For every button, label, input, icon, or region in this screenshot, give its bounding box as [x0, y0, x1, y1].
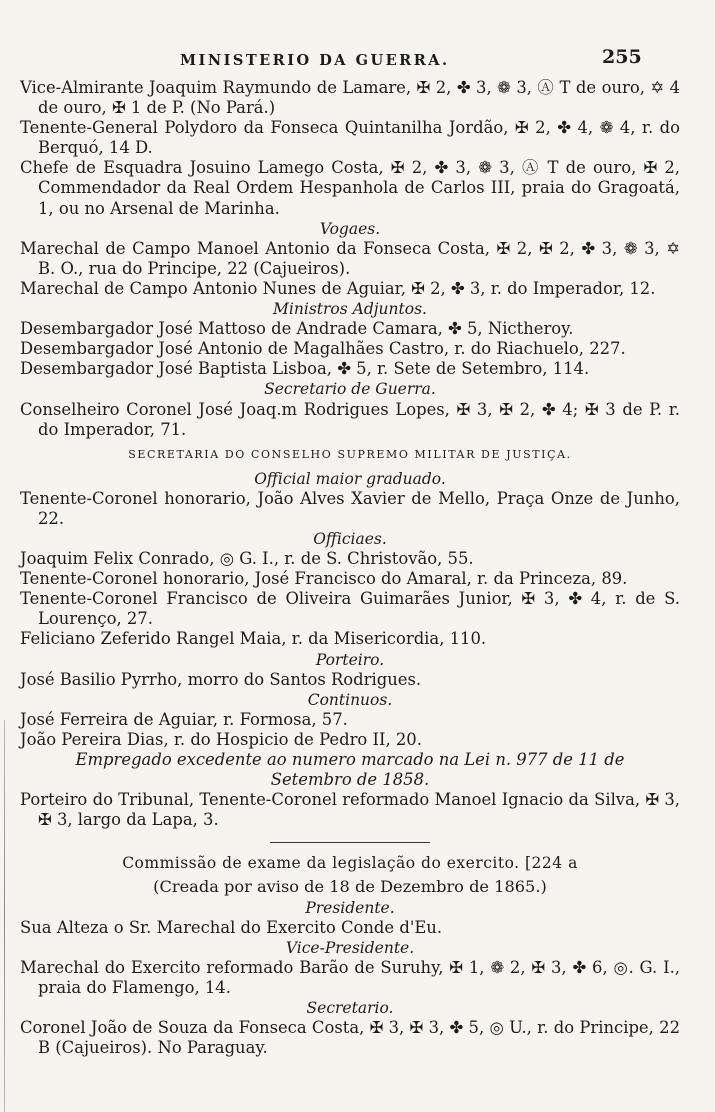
- section-heading-officiaes: Officiaes.: [313, 529, 387, 548]
- section-heading-ministros: Ministros Adjuntos.: [273, 300, 427, 319]
- entry-secretario-guerra: Conselheiro Coronel José Joaq.m Rodrigues Lopes, ✠ 3, ✠ 2, ✤ 4; ✠ 3 de P. r. do Imperador, 71.: [20, 399, 680, 439]
- page-number: 255: [602, 46, 642, 68]
- entry-official: Tenente-Coronel honorario, José Francisco do Amaral, r. da Princeza, 89.: [20, 569, 628, 589]
- commissao-creada: (Creada por aviso de 18 de Dezembro de 1865.): [153, 877, 547, 897]
- secretaria-heading: SECRETARIA DO CONSELHO SUPREMO MILITAR DE JUSTIÇA.: [128, 447, 572, 461]
- entry-vice-presidente: Marechal do Exercito reformado Barão de Suruhy, ✠ 1, ❁ 2, ✠ 3, ✤ 6, ◎. G. I., praia do Flamengo, 14.: [20, 957, 680, 997]
- entry-ministro: Desembargador José Mattoso de Andrade Camara, ✤ 5, Nictheroy.: [20, 319, 574, 339]
- entry-continuo: José Ferreira de Aguiar, r. Formosa, 57.: [20, 709, 348, 729]
- entry-official-maior: Tenente-Coronel honorario, João Alves Xavier de Mello, Praça Onze de Junho, 22.: [20, 488, 680, 528]
- section-heading-vogaes: Vogaes.: [319, 219, 381, 238]
- entry-ministro: Desembargador José Baptista Lisboa, ✤ 5, r. Sete de Setembro, 114.: [20, 359, 590, 379]
- page-margin-line: [4, 720, 5, 1112]
- entry-chefe-esquadra: Chefe de Esquadra Josuino Lamego Costa, ✠ 2, ✤ 3, ❁ 3, Ⓐ T de ouro, ✠ 2, Commendador da Real Ordem Hespanhola de Carlos III, praia do Gragoatá, 1, ou no Arsenal de Marinha.: [20, 158, 680, 218]
- entry-official: Joaquim Felix Conrado, ◎ G. I., r. de S. Christovão, 55.: [20, 549, 474, 569]
- entry-presidente: Sua Alteza o Sr. Marechal do Exercito Conde d'Eu.: [20, 917, 443, 937]
- entry-continuo: João Pereira Dias, r. do Hospicio de Pedro II, 20.: [20, 729, 422, 749]
- empregado-note: Empregado excedente ao numero marcado na Lei n. 977 de 11 de Setembro de 1858.: [75, 750, 625, 790]
- page-content: [20, 78, 680, 1058]
- entry-vogal: Marechal de Campo Antonio Nunes de Aguiar, ✠ 2, ✤ 3, r. do Imperador, 12.: [20, 278, 656, 298]
- section-heading-presidente: Presidente.: [305, 898, 395, 917]
- section-divider: [270, 842, 430, 843]
- entry-secretario: Coronel João de Souza da Fonseca Costa, ✠ 3, ✠ 3, ✤ 5, ◎ U., r. do Principe, 22 B (Cajueiros). No Paraguay.: [20, 1018, 680, 1058]
- entry-vogal: Marechal de Campo Manoel Antonio da Fonseca Costa, ✠ 2, ✠ 2, ✤ 3, ❁ 3, ✡ B. O., rua do Principe, 22 (Cajueiros).: [20, 238, 680, 278]
- entry-porteiro-tribunal: Porteiro do Tribunal, Tenente-Coronel reformado Manoel Ignacio da Silva, ✠ 3, ✠ 3, largo da Lapa, 3.: [20, 790, 680, 830]
- commissao-title: Commissão de exame da legislação do exercito. [224 a: [122, 854, 578, 873]
- section-heading-secretario: Secretario.: [306, 999, 394, 1018]
- section-heading-vice-presidente: Vice-Presidente.: [285, 938, 415, 957]
- entry-ministro: Desembargador José Antonio de Magalhães Castro, r. do Riachuelo, 227.: [20, 339, 626, 359]
- entry-official: Feliciano Zeferido Rangel Maia, r. da Misericordia, 110.: [20, 629, 487, 649]
- running-title: MINISTERIO DA GUERRA.: [180, 52, 450, 69]
- entry-official: Tenente-Coronel Francisco de Oliveira Guimarães Junior, ✠ 3, ✤ 4, r. de S. Lourenço, 27.: [20, 589, 680, 629]
- page-header: [0, 44, 715, 74]
- entry-tenente-general: Tenente-General Polydoro da Fonseca Quintanilha Jordão, ✠ 2, ✤ 4, ❁ 4, r. do Berquó, 14 D.: [20, 118, 680, 158]
- section-heading-official-maior: Official maior graduado.: [254, 469, 446, 488]
- section-heading-secretario-guerra: Secretario de Guerra.: [264, 380, 436, 399]
- entry-porteiro: José Basilio Pyrrho, morro do Santos Rodrigues.: [20, 669, 422, 689]
- entry-vice-almirante: Vice-Almirante Joaquim Raymundo de Lamare, ✠ 2, ✤ 3, ❁ 3, Ⓐ T de ouro, ✡ 4 de ouro, ✠ 1 de P. (No Pará.): [20, 78, 680, 118]
- section-heading-porteiro: Porteiro.: [315, 650, 385, 669]
- section-heading-continuos: Continuos.: [307, 690, 393, 709]
